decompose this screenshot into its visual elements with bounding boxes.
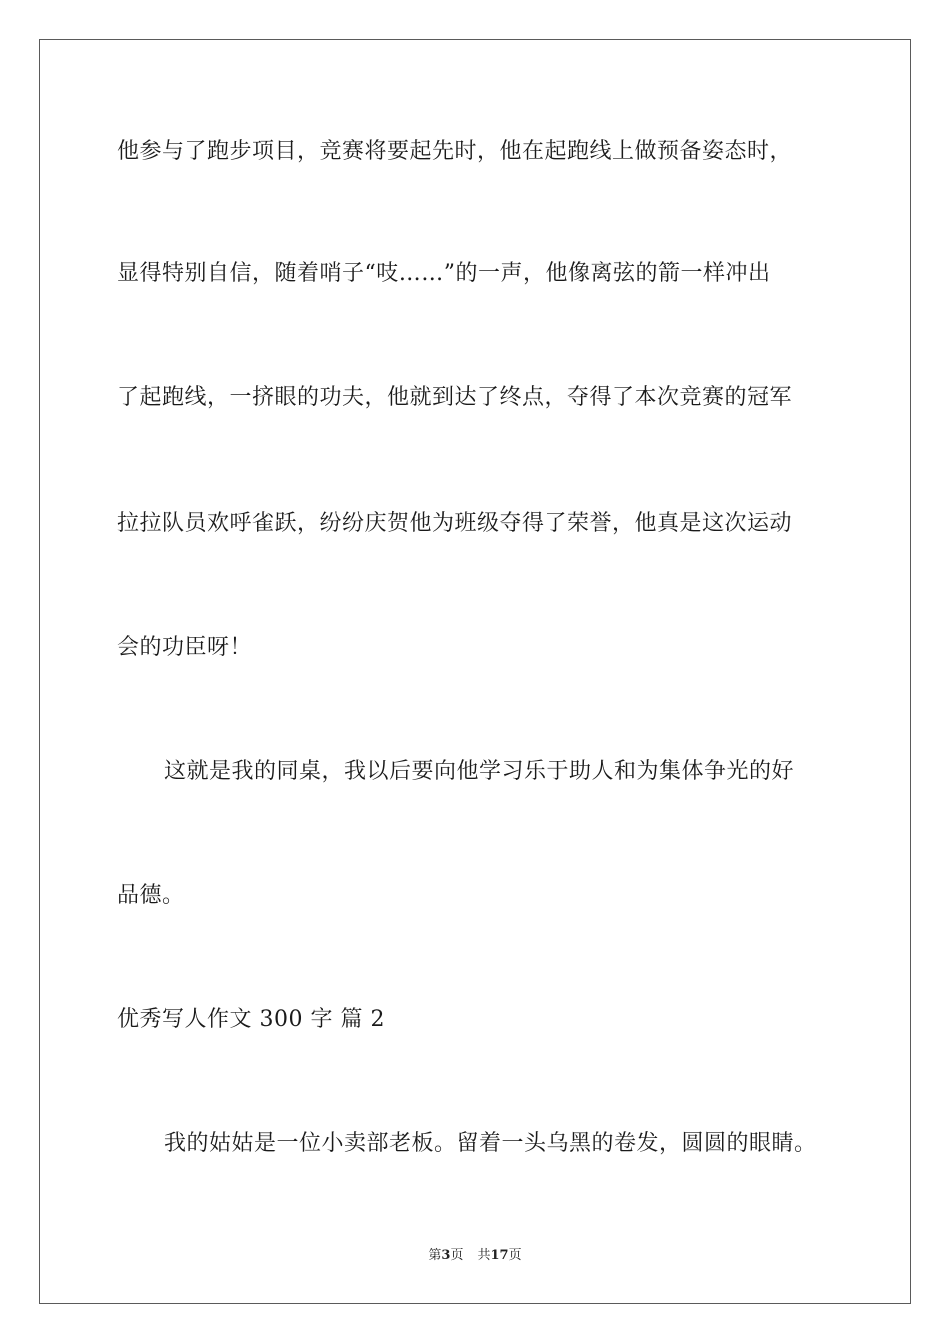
footer-total-pages: 17 [490,1248,509,1263]
page-footer [0,1247,950,1265]
body-line-3: 了起跑线，一挤眼的功夫，他就到达了终点，夺得了本次竞赛的冠军 [117,385,793,410]
body-line-7: 品德。 [117,883,185,908]
body-line-1: 他参与了跑步项目，竞赛将要起先时，他在起跑线上做预备姿态时， [117,139,793,164]
footer-total-suffix: 页 [508,1248,522,1263]
body-line-6: 这就是我的同桌，我以后要向他学习乐于助人和为集体争光的好 [164,759,795,784]
footer-page-prefix: 第 [428,1248,442,1263]
section-heading: 优秀写人作文 300 字 篇 2 [117,1007,385,1032]
body-line-2: 显得特别自信，随着哨子“吱……”的一声，他像离弦的箭一样冲出 [117,261,771,286]
body-line-4: 拉拉队员欢呼雀跃，纷纷庆贺他为班级夺得了荣誉，他真是这次运动 [117,511,793,536]
footer-total-prefix: 共 [477,1248,491,1263]
body-line-9: 我的姑姑是一位小卖部老板。留着一头乌黑的卷发，圆圆的眼睛。 [164,1131,817,1156]
footer-page-number: 3 [441,1248,451,1263]
page-border [39,39,911,1304]
body-line-5: 会的功臣呀！ [117,635,253,660]
footer-page-suffix: 页 [450,1248,464,1263]
